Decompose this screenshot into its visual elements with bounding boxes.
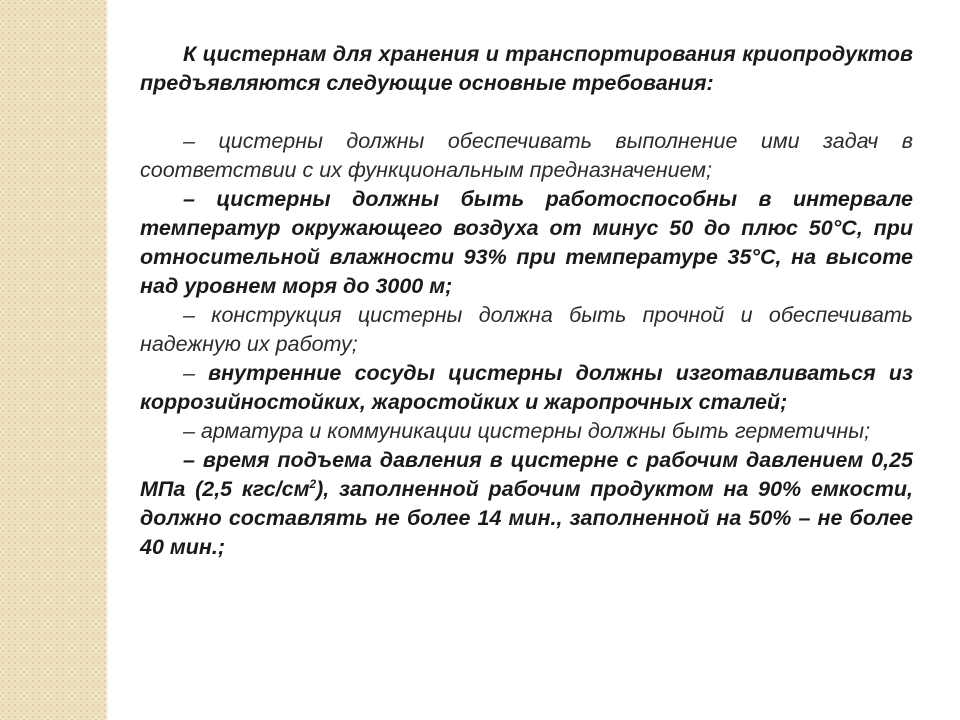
decorative-side-strip (0, 0, 106, 720)
requirement-item-6-text-start: – время подъема давления в цистерне с рабочим давлением 0,25 МПа (2,5 кгс/см (140, 448, 913, 501)
requirement-item-1: – цистерны должны обеспечивать выполнение ими задач в соответствии с их функциональным предназначением; (140, 129, 913, 182)
paragraph-spacer (140, 98, 913, 127)
requirement-item-4 (140, 359, 913, 417)
requirement-item-6-superscript: 2 (309, 476, 317, 491)
side-strip-border (106, 0, 108, 720)
requirement-item-4-text: внутренние сосуды цистерны должны изготавливаться из коррозийностойких, жаростойких и жаропрочных сталей; (140, 361, 913, 414)
requirement-item-3: – конструкция цистерны должна быть прочной и обеспечивать надежную их работу; (140, 303, 913, 356)
requirement-item-5: – арматура и коммуникации цистерны должны быть герметичны; (183, 419, 871, 443)
requirement-item-6-text-end: ), заполненной рабочим продуктом на 90% емкости, должно составлять не более 14 мин., заполненной на 50% – не более 40 мин.; (140, 477, 913, 559)
intro-paragraph: К цистернам для хранения и транспортирования криопродуктов предъявляются следующие основные требования: (140, 42, 913, 95)
requirement-item-6 (140, 446, 913, 562)
requirement-item-4-dash: – (183, 361, 209, 385)
requirement-item-2: – цистерны должны быть работоспособны в интервале температур окружающего воздуха от минус 50 до плюс 50°С, при относительной влажности 93% при температуре 35°С, на высоте над уровнем моря до 3000 м; (140, 187, 913, 298)
slide-content (140, 40, 913, 562)
